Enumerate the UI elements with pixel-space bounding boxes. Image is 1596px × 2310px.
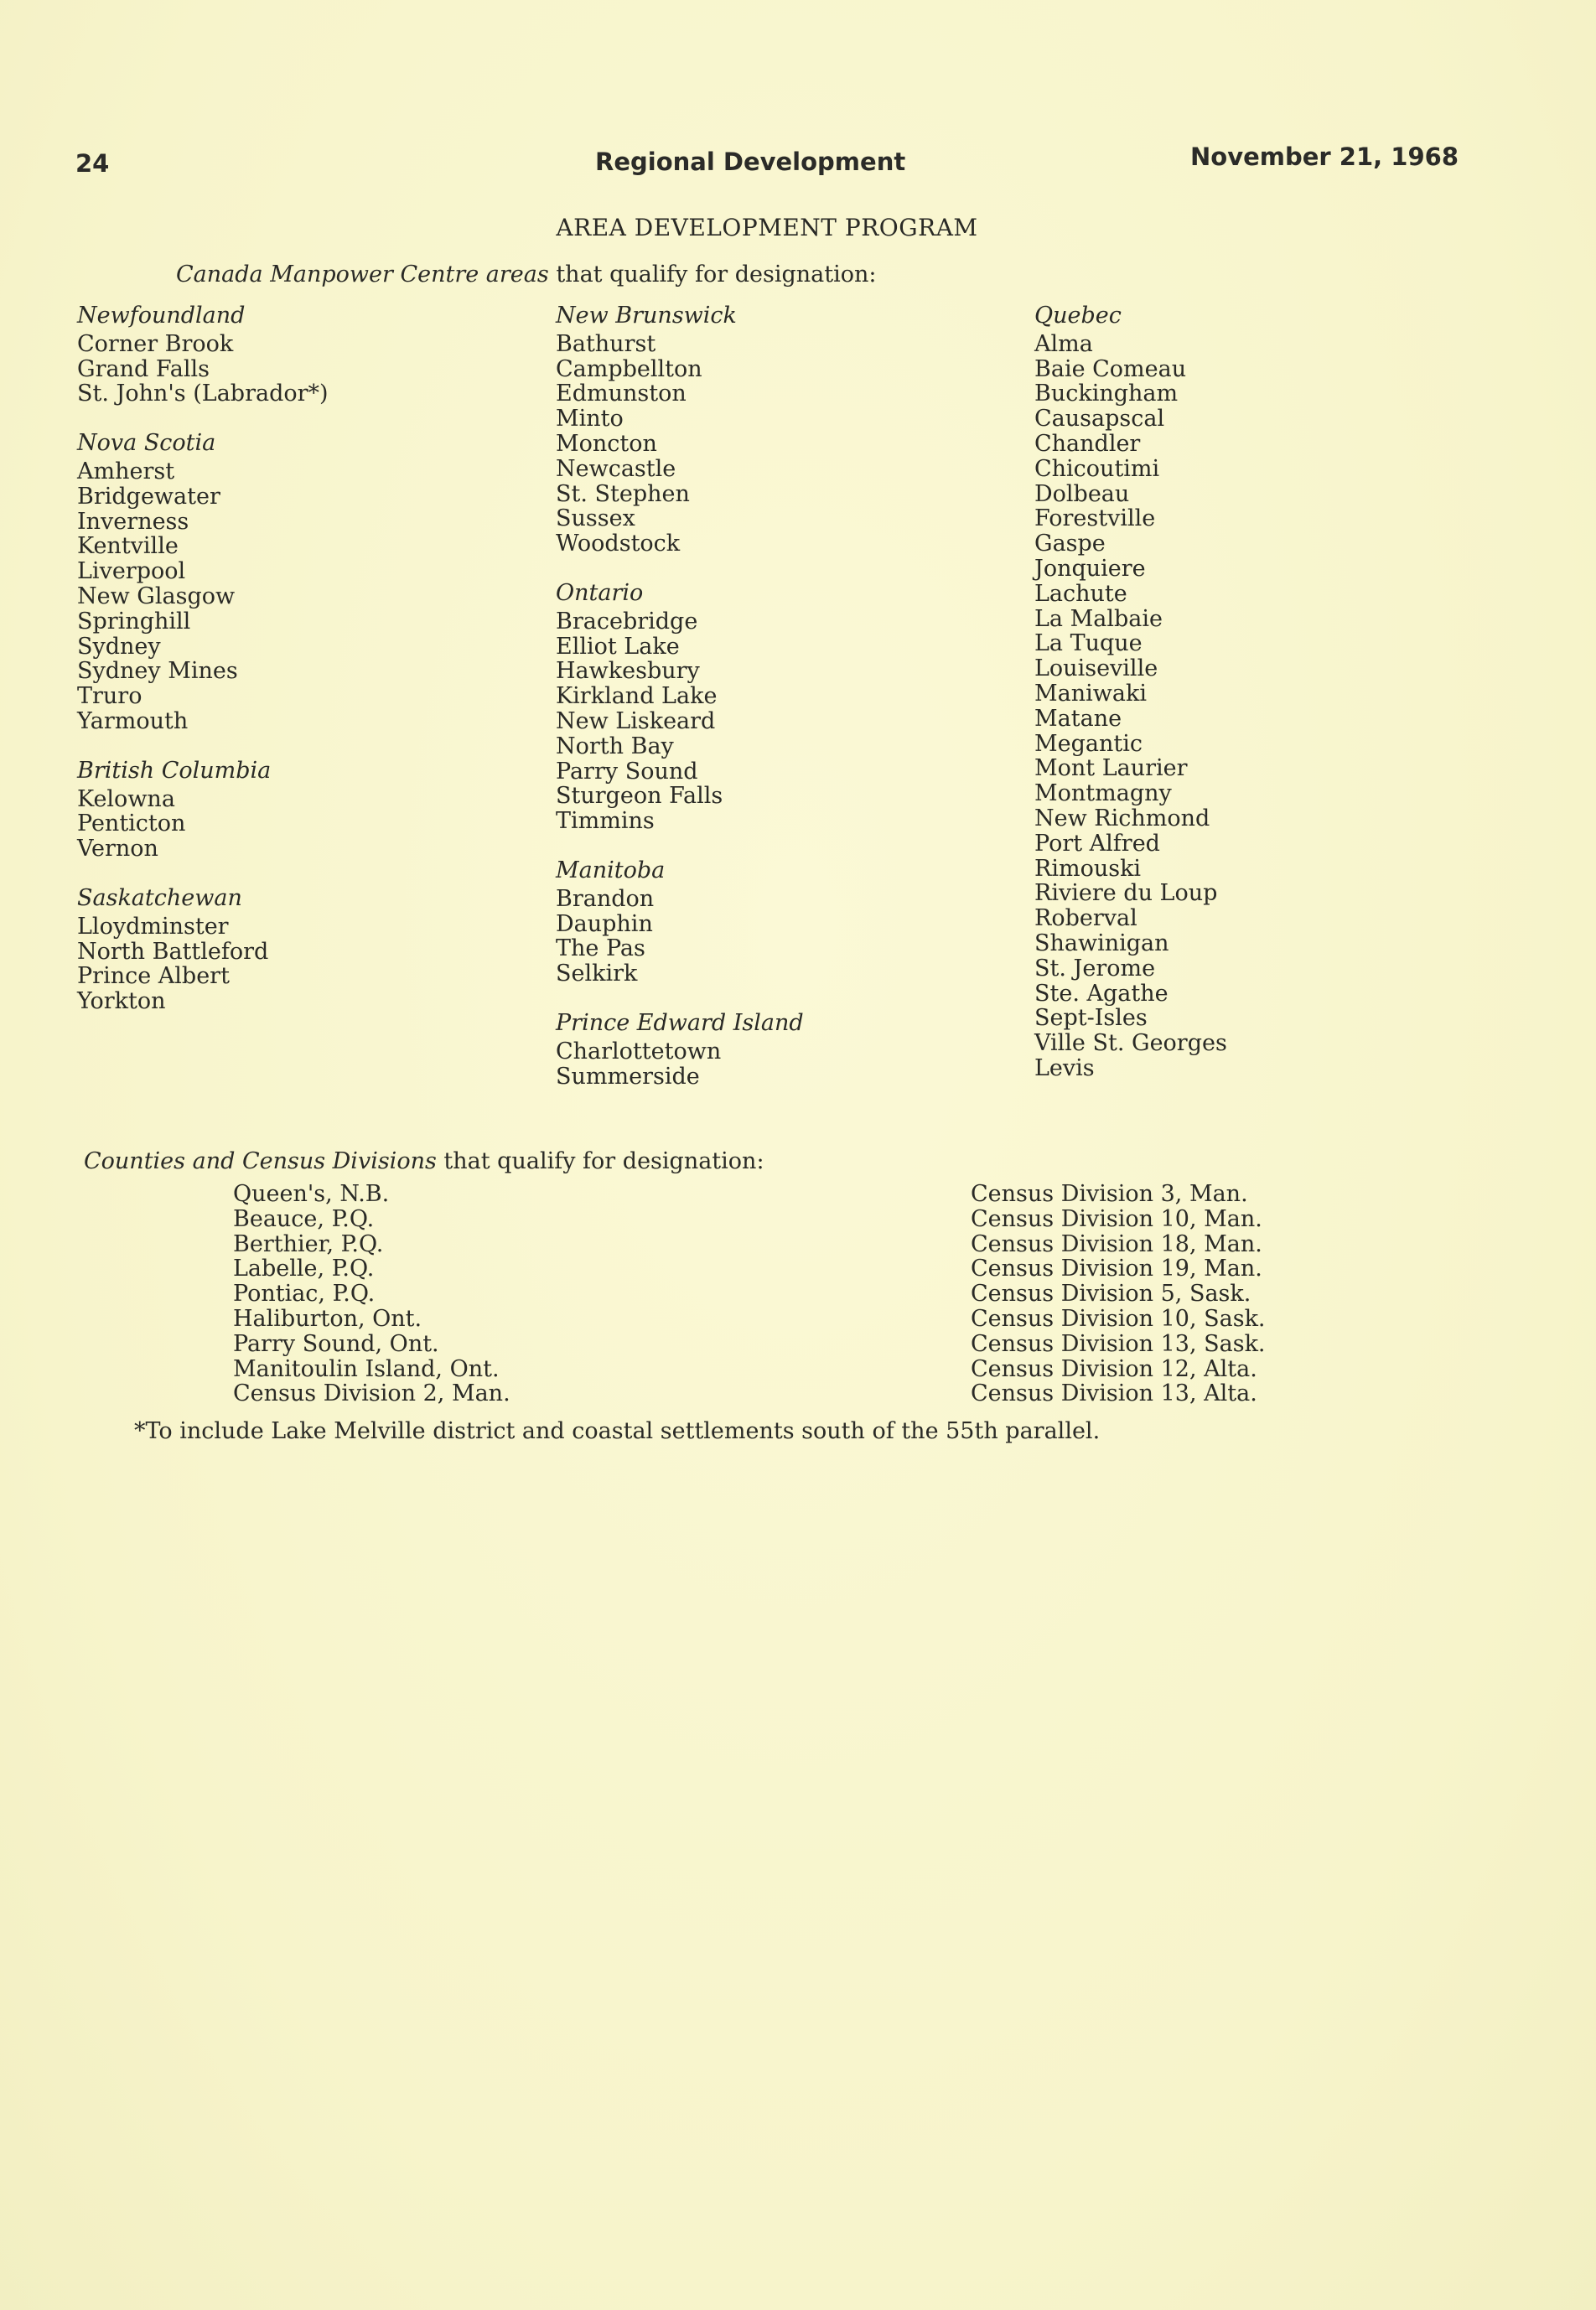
place-item: Yarmouth	[77, 707, 189, 734]
place-item: Roberval	[1034, 905, 1137, 932]
footnote: *To include Lake Melville district and coastal settlements south of the 55th parallel.	[134, 1418, 1101, 1444]
place-item: St. Stephen	[556, 480, 690, 507]
place-item: Lachute	[1034, 580, 1127, 607]
place-item: Port Alfred	[1034, 830, 1160, 857]
province-group	[77, 759, 329, 862]
place-item: Parry Sound	[556, 758, 698, 785]
place-item: Woodstock	[556, 531, 681, 557]
county-item: Census Division 5, Sask.	[971, 1281, 1251, 1308]
place-item: Inverness	[77, 508, 189, 535]
place-item: Mont Laurier	[1034, 755, 1188, 782]
place-item: Kelowna	[77, 785, 175, 812]
place-item: Amherst	[77, 458, 175, 484]
place-item: The Pas	[556, 935, 645, 962]
county-item: Parry Sound, Ont.	[233, 1330, 439, 1357]
county-item: Manitoulin Island, Ont.	[233, 1355, 500, 1382]
place-item: Bridgewater	[77, 483, 220, 510]
province-heading: Saskatchewan	[77, 884, 242, 911]
place-item: Campbellton	[556, 355, 702, 382]
page-header	[75, 141, 1459, 183]
province-group	[77, 431, 329, 734]
place-item: Bathurst	[556, 330, 656, 357]
county-item: Census Division 18, Man.	[971, 1230, 1262, 1257]
place-item: Rimouski	[1034, 855, 1142, 882]
place-item: Timmins	[556, 808, 655, 835]
place-item: Gaspe	[1034, 531, 1106, 557]
place-item: Buckingham	[1034, 381, 1179, 407]
place-item: Grand Falls	[77, 355, 210, 382]
running-title: Regional Development	[595, 148, 906, 176]
place-item: Megantic	[1034, 730, 1143, 757]
page-number: 24	[75, 149, 110, 178]
province-group	[556, 858, 804, 987]
county-item: Berthier, P.Q.	[233, 1230, 384, 1257]
province-heading: Nova Scotia	[77, 430, 216, 457]
place-item: North Bay	[556, 733, 674, 759]
areas-intro-rest: that qualify for designation:	[548, 262, 877, 287]
place-item: La Tuque	[1034, 630, 1143, 657]
place-item: Baie Comeau	[1034, 355, 1187, 382]
place-item: Liverpool	[77, 558, 186, 585]
place-item: Forestville	[1034, 505, 1156, 532]
place-item: Sussex	[556, 505, 635, 532]
place-item: Newcastle	[556, 455, 676, 482]
province-heading: New Brunswick	[556, 303, 737, 329]
county-item: Haliburton, Ont.	[233, 1305, 422, 1332]
province-heading: Newfoundland	[77, 303, 246, 329]
place-item: Kirkland Lake	[556, 683, 718, 710]
province-group	[1034, 303, 1227, 1081]
place-item: St. Jerome	[1034, 955, 1156, 981]
counties-intro-emphasis: Counties and Census Divisions	[84, 1148, 437, 1174]
county-item: Census Division 13, Sask.	[971, 1330, 1266, 1357]
place-item: La Malbaie	[1034, 605, 1163, 632]
place-item: Kentville	[77, 533, 179, 560]
place-item: Levis	[1034, 1054, 1095, 1081]
place-item: Montmagny	[1034, 780, 1172, 807]
county-item: Queen's, N.B.	[233, 1181, 390, 1207]
place-item: Summerside	[556, 1063, 700, 1090]
province-group	[556, 1011, 804, 1089]
place-item: Alma	[1034, 330, 1093, 357]
place-item: Yorkton	[77, 988, 166, 1015]
place-item: Corner Brook	[77, 330, 234, 357]
areas-intro	[176, 262, 876, 287]
province-heading: Quebec	[1034, 303, 1122, 329]
place-item: Hawkesbury	[556, 658, 700, 685]
county-item: Census Division 10, Sask.	[971, 1305, 1266, 1332]
county-item: Labelle, P.Q.	[233, 1256, 375, 1282]
counties-intro	[84, 1148, 764, 1174]
place-item: Shawinigan	[1034, 930, 1169, 956]
place-item: Louiseville	[1034, 655, 1158, 682]
place-item: Springhill	[77, 608, 191, 634]
place-item: St. John's (Labrador*)	[77, 381, 329, 407]
province-column-1	[77, 303, 329, 1038]
province-group	[556, 303, 804, 557]
county-item: Census Division 10, Man.	[971, 1205, 1262, 1232]
province-heading: British Columbia	[77, 757, 272, 784]
county-item: Census Division 13, Alta.	[971, 1380, 1257, 1407]
place-item: North Battleford	[77, 938, 269, 965]
place-item: Elliot Lake	[556, 633, 680, 660]
place-item: Selkirk	[556, 961, 638, 987]
province-heading: Prince Edward Island	[556, 1009, 804, 1036]
place-item: Sept-Isles	[1034, 1005, 1148, 1032]
province-column-3	[1034, 303, 1227, 1106]
place-item: Penticton	[77, 811, 186, 837]
place-item: New Richmond	[1034, 805, 1210, 831]
place-item: Maniwaki	[1034, 680, 1147, 707]
county-item: Census Division 3, Man.	[971, 1181, 1248, 1207]
place-item: Dauphin	[556, 910, 653, 937]
section-title: AREA DEVELOPMENT PROGRAM	[556, 214, 978, 241]
place-item: Minto	[556, 406, 624, 432]
county-item: Census Division 12, Alta.	[971, 1355, 1257, 1382]
province-heading: Manitoba	[556, 857, 666, 883]
counties-list-left	[233, 1182, 510, 1406]
province-heading: Ontario	[556, 579, 644, 606]
province-column-2	[556, 303, 804, 1113]
place-item: Ste. Agathe	[1034, 980, 1168, 1007]
province-group	[77, 886, 329, 1014]
place-item: Truro	[77, 683, 142, 710]
place-item: Edmunston	[556, 381, 687, 407]
place-item: Sturgeon Falls	[556, 783, 723, 810]
county-item: Beauce, P.Q.	[233, 1205, 375, 1232]
place-item: Ville St. Georges	[1034, 1030, 1227, 1057]
county-item: Census Division 19, Man.	[971, 1256, 1262, 1282]
place-item: Chicoutimi	[1034, 455, 1160, 482]
areas-intro-emphasis: Canada Manpower Centre areas	[176, 262, 549, 287]
header-date: November 21, 1968	[1190, 142, 1459, 171]
place-item: Vernon	[77, 836, 158, 862]
place-item: Lloydminster	[77, 913, 229, 940]
counties-intro-rest: that qualify for designation:	[436, 1148, 764, 1174]
place-item: Jonquiere	[1034, 555, 1146, 582]
place-item: New Glasgow	[77, 583, 236, 609]
place-item: Charlottetown	[556, 1038, 722, 1064]
county-item: Pontiac, P.Q.	[233, 1281, 376, 1308]
place-item: Bracebridge	[556, 608, 698, 634]
province-group	[556, 581, 804, 834]
county-item: Census Division 2, Man.	[233, 1380, 510, 1407]
place-item: Riviere du Loup	[1034, 880, 1218, 907]
place-item: Prince Albert	[77, 963, 230, 990]
place-item: Brandon	[556, 885, 655, 912]
province-group	[77, 303, 329, 407]
place-item: Dolbeau	[1034, 480, 1130, 507]
place-item: Sydney Mines	[77, 658, 238, 685]
place-item: New Liskeard	[556, 707, 716, 734]
place-item: Moncton	[556, 430, 657, 457]
place-item: Matane	[1034, 705, 1122, 732]
place-item: Causapscal	[1034, 406, 1165, 432]
place-item: Chandler	[1034, 430, 1141, 457]
place-item: Sydney	[77, 633, 161, 660]
counties-list-right	[971, 1182, 1266, 1406]
